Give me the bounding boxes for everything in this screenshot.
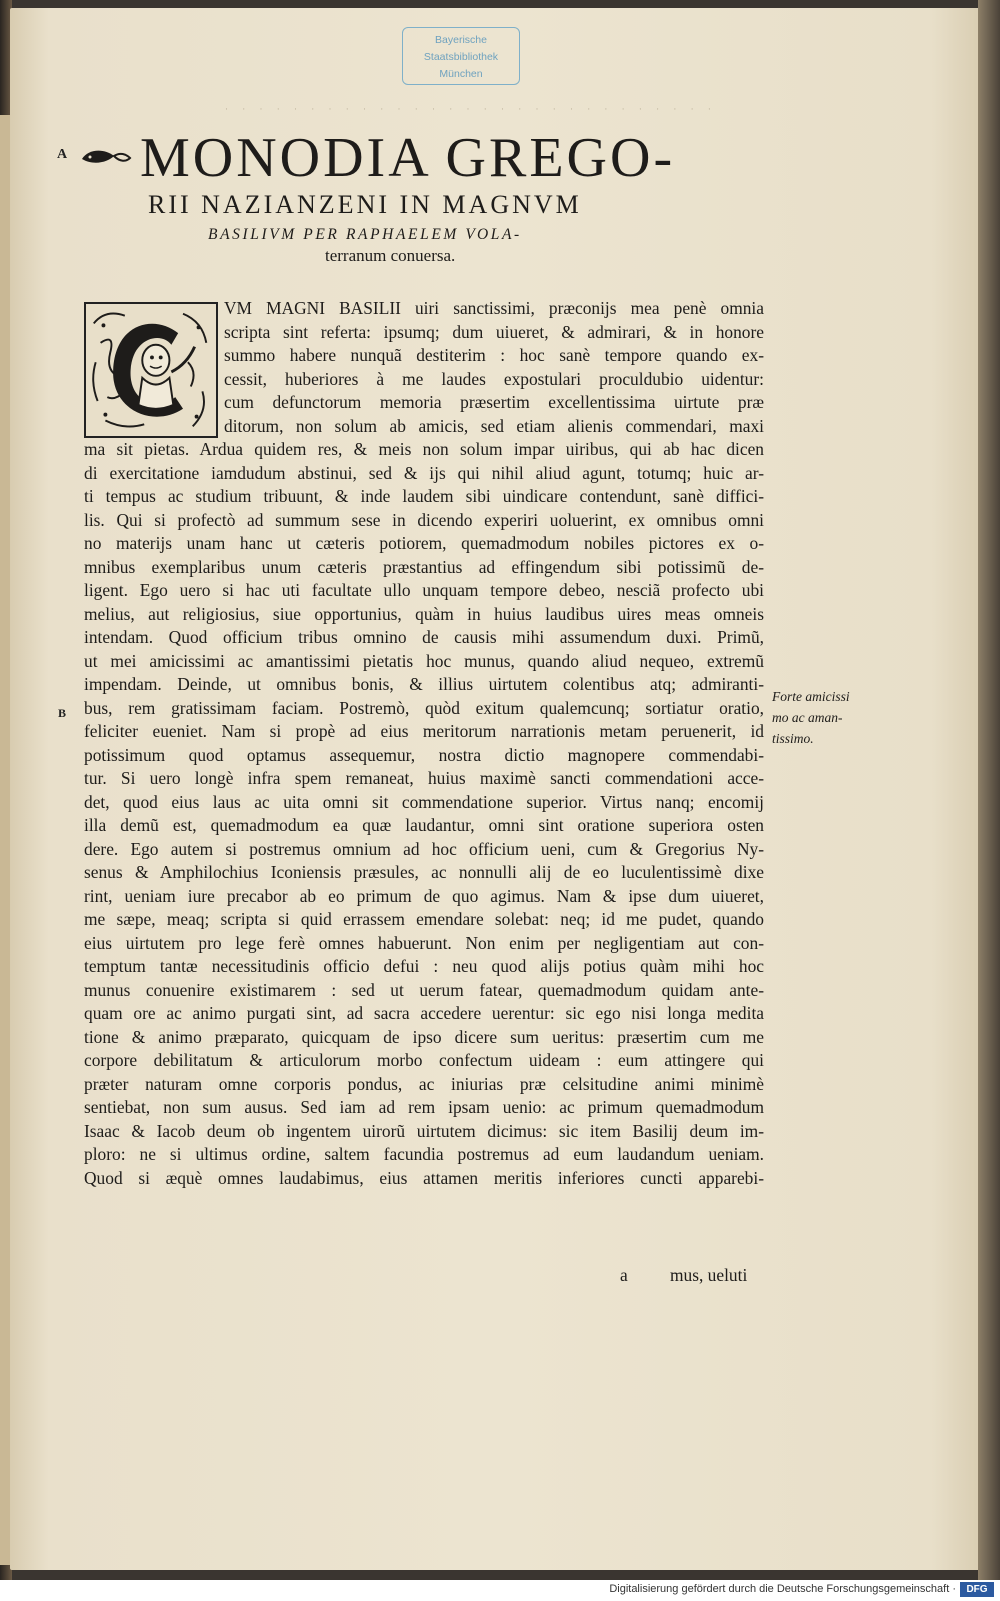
text-line: ploro: ne si ultimus ordine, saltem facundia postremus ad eum laudandum ueniam. xyxy=(84,1144,764,1164)
text-line: me sæpe, meaq; scripta si quid errassem emendare solebat: neq; id me pudet, quando xyxy=(84,909,764,929)
text-line: scripta sint referta: ipsumq; dum uiueret, & admirari, & in honore xyxy=(224,321,764,342)
text-line: præter naturam omne corporis pondus, ac iniurias præ celsitudine animi minimè xyxy=(84,1073,764,1094)
text-line: rint, ueniam iure precabor ab eo primum de quo agimus. Nam & ipse dum uiueret, xyxy=(84,885,764,906)
text-line: melius, aut religiosius, siue opportunius, quàm in huius laudibus uires meas omneis xyxy=(84,603,764,624)
text-line: potissimum quod optamus assequemur, nostra dictio magnopere commendabi- xyxy=(84,744,764,765)
show-through-text: · · · · · · · · · · · · · · · · · · · · · · · · · · · · · xyxy=(225,104,717,114)
marginal-note xyxy=(772,686,862,749)
text-line: Isaac & Iacob deum ob ingentem uirorũ uirtutem dicimus: sic item Basilij deum im- xyxy=(84,1120,764,1141)
text-line: intendam. Quod officium tribus omnino de causis mihi assumendum duxi. Primũ, xyxy=(84,627,764,647)
margin-marker-a: A xyxy=(57,147,68,162)
catchword: mus, ueluti xyxy=(670,1265,748,1285)
title-line-4: terranum conuersa. xyxy=(325,246,456,265)
library-stamp xyxy=(402,27,520,85)
text-line: dere. Ego autem si postremus omnium ad hoc officium ueni, cum & Gregorius Ny- xyxy=(84,838,764,859)
text-line: senus & Amphilochius Iconiensis præsules, ac nonnulli alij de eo luculentissimè dixe xyxy=(84,862,764,882)
text-line: sentiebat, non sum ausus. Sed iam ad rem ipsam uenio: ac primum quemadmodum xyxy=(84,1097,764,1117)
book-edge-right xyxy=(978,0,1000,1580)
text-line: ut mei amicissimi ac amantissimi pietatis hoc munus, quando aliud nequeo, extremũ xyxy=(84,650,764,671)
funding-credit: Digitalisierung gefördert durch die Deutsche Forschungsgemeinschaft · xyxy=(609,1583,956,1595)
text-line: munus conuenire existimarem : sed ut uerum fatear, quemadmodum quidam ante- xyxy=(84,979,764,1000)
text-line: ma sit pietas. Ardua quidem res, & meis non solum impar uiribus, qui ab hac dicen xyxy=(84,439,764,459)
text-line: di exercitatione iamdudum abstinui, sed & ijs qui nihil aliud agunt, totumq; huic ar- xyxy=(84,462,764,483)
text-line: mnibus exemplaribus unum cæteris præstantius ad effingendum sibi potissimũ de- xyxy=(84,556,764,577)
text-line: eius uirtutem pro lege ferè omnes habuerunt. Non enim per negligentiam aut con- xyxy=(84,932,764,953)
marginal-note-line: tissimo. xyxy=(772,731,814,746)
leaf-ornament-icon xyxy=(80,146,132,170)
text-line: feliciter eueniet. Nam si propè ad eius meritorum narrationis metam peruenerit, id xyxy=(84,721,764,741)
text-line: ti tempus ac studium tribuunt, & inde laudem sibi uindicare contendunt, sanè diffici- xyxy=(84,486,764,506)
stamp-line-2: Staatsbibliothek xyxy=(423,51,499,63)
marginal-note-line: mo ac aman- xyxy=(772,710,843,725)
text-line: illa demũ est, quemadmodum ea quæ laudantur, omni sint oratione superiora osten xyxy=(84,815,764,835)
text-line: temptum tantæ necessitudinis officio defui : neu quod alijs potius quàm mihi hoc xyxy=(84,956,764,976)
marginal-note-line: Forte amicissi xyxy=(772,689,850,704)
stamp-line-1: Bayerische xyxy=(435,34,487,46)
body-text xyxy=(84,297,764,1190)
text-line: tur. Si uero longè infra spem remaneat, huius maximè sancti commendationi acce- xyxy=(84,768,764,788)
signature-mark: a xyxy=(620,1265,628,1285)
footer-bar xyxy=(0,1580,1000,1601)
stamp-line-3: München xyxy=(439,68,483,80)
text-line: impendam. Deinde, ut omnibus bonis, & illius uirtutem colentibus atq; admiranti- xyxy=(84,674,764,694)
text-line: ditorum, non solum ab amicis, sed etiam alienis commendari, maxi xyxy=(224,415,764,436)
text-line: quam ore ac animo purgati sint, ad sacra accedere uerentur: sic ego nisi longa medita xyxy=(84,1003,764,1023)
text-line: VM MAGNI BASILII uiri sanctissimi, præconijs mea penè omnia xyxy=(224,298,764,318)
title-line-3: BASILIVM PER RAPHAELEM VOLA- xyxy=(208,226,522,243)
text-line: ligent. Ego uero si hac uti facultate ullo unquam tempore debeo, nesciã profecto ubi xyxy=(84,580,764,600)
text-line: Quod si æquè omnes laudabimus, eius attamen meritis inferiores cuncti apparebi- xyxy=(84,1167,764,1188)
text-line: det, quod eius laus ac uita omni sit commendatione superior. Virtus nanq; encomij xyxy=(84,791,764,812)
title-line-2: RII NAZIANZENI IN MAGNVM xyxy=(148,190,582,219)
margin-marker-b: B xyxy=(58,706,67,720)
title-line-1: MONODIA GREGO- xyxy=(140,127,676,189)
text-line: bus, rem gratissimam faciam. Postremò, quòd exitum qualemcunq; sortiatur oratio, xyxy=(84,697,764,718)
text-line: summo habere nunquã destiterim : hoc sanè tempore quando ex- xyxy=(224,345,764,365)
dfg-logo: DFG xyxy=(960,1582,994,1597)
text-line: tione & animo præparato, quicquam de ipso dicere sum ueritus: præsertim cum me xyxy=(84,1026,764,1047)
text-line: corpore debilitatum & articulorum morbo confectum uideam : eum attingere qui xyxy=(84,1050,764,1070)
text-line: cessit, huberiores à me laudes expostulari proculdubio uidentur: xyxy=(224,368,764,389)
text-line: lis. Qui si profectò ad summum sese in dicendo experiri uoluerint, ex omnibus omni xyxy=(84,509,764,530)
text-line: no materijs unam hanc ut cæteris potiorem, quemadmodum nobiles pictores ex o- xyxy=(84,533,764,553)
text-line: cum defunctorum memoria præsertim excellentissima uirtute præ xyxy=(224,392,764,412)
